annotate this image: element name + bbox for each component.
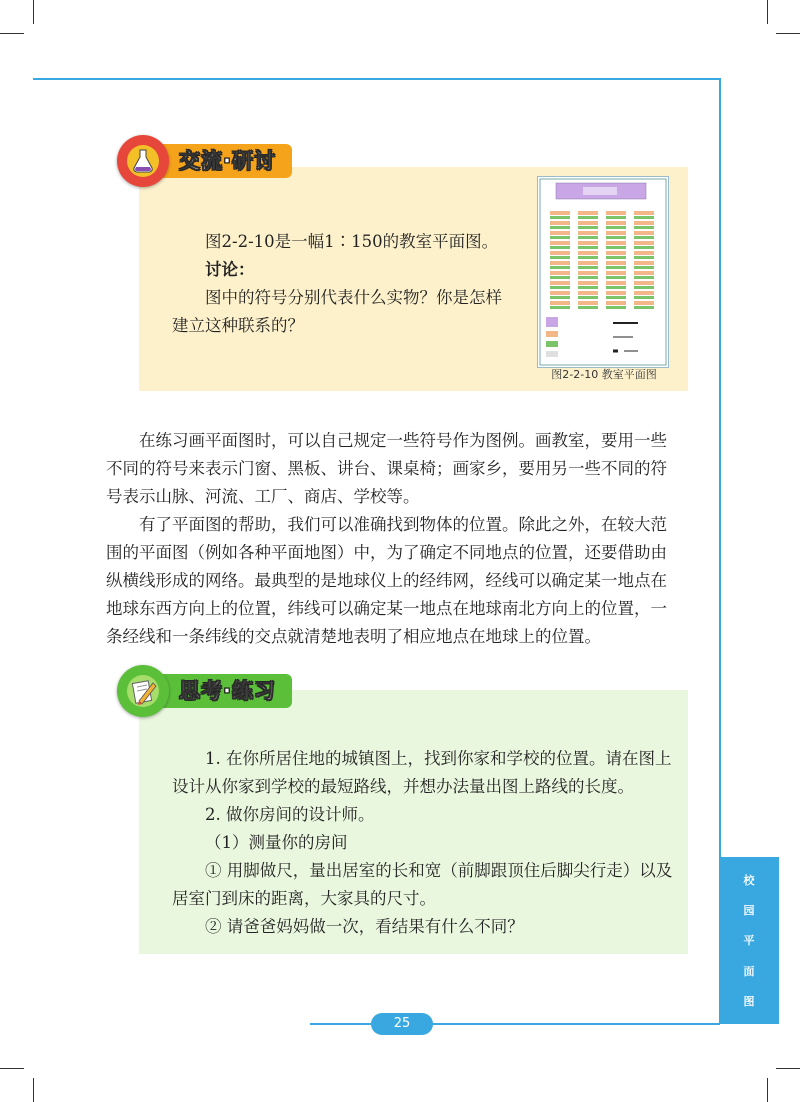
chair bbox=[634, 226, 654, 229]
discussion-header bbox=[117, 138, 292, 184]
side-tab-char: 园 bbox=[743, 904, 755, 918]
chair bbox=[550, 296, 570, 299]
chair bbox=[606, 266, 626, 269]
desk bbox=[606, 221, 626, 225]
desk bbox=[550, 281, 570, 285]
chair bbox=[634, 216, 654, 219]
desk bbox=[634, 211, 654, 215]
chair bbox=[550, 226, 570, 229]
chair bbox=[634, 246, 654, 249]
chair bbox=[578, 296, 598, 299]
chair bbox=[606, 306, 626, 309]
side-tab-char: 面 bbox=[743, 964, 755, 978]
desk bbox=[578, 211, 598, 215]
exercise-line-5: ① 用脚做尺，量出居室的长和宽（前脚跟顶住后脚尖行走）以及 bbox=[205, 861, 673, 880]
desk bbox=[550, 291, 570, 295]
side-tab-char: 图 bbox=[743, 994, 755, 1008]
desk bbox=[606, 271, 626, 275]
chair bbox=[606, 286, 626, 289]
chair bbox=[634, 306, 654, 309]
desk bbox=[550, 211, 570, 215]
exercise-line-7: ② 请爸爸妈妈做一次，看结果有什么不同？ bbox=[205, 917, 524, 936]
desk bbox=[578, 261, 598, 265]
side-tab-char: 平 bbox=[743, 934, 755, 948]
chair bbox=[606, 226, 626, 229]
desk bbox=[550, 301, 570, 305]
chair bbox=[578, 306, 598, 309]
chair bbox=[550, 246, 570, 249]
desk bbox=[606, 251, 626, 255]
exercise-line-2: 设计从你家到学校的最短路线，并想办法量出图上路线的长度。 bbox=[172, 777, 634, 796]
desk bbox=[550, 261, 570, 265]
flask-icon bbox=[117, 135, 169, 187]
chair bbox=[634, 296, 654, 299]
desk bbox=[634, 281, 654, 285]
body-line-2: 不同的符号来表示门窗、黑板、讲台、课桌椅；画家乡，要用另一些不同的符 bbox=[106, 459, 667, 478]
chair bbox=[578, 276, 598, 279]
crop-mark bbox=[33, 1078, 34, 1102]
chair bbox=[634, 266, 654, 269]
chair bbox=[550, 286, 570, 289]
chair bbox=[550, 306, 570, 309]
crop-mark bbox=[776, 1068, 800, 1069]
exercise-line-1: 1. 在你所居住地的城镇图上，找到你家和学校的位置。请在图上 bbox=[205, 749, 672, 768]
exercise-line-3: 2. 做你房间的设计师。 bbox=[205, 805, 375, 824]
desk bbox=[606, 211, 626, 215]
desk bbox=[578, 271, 598, 275]
desk bbox=[634, 221, 654, 225]
desk bbox=[550, 241, 570, 245]
desk bbox=[634, 241, 654, 245]
body-line-4: 有了平面图的帮助，我们可以准确找到物体的位置。除此之外，在较大范 bbox=[139, 515, 667, 534]
exercise-header bbox=[117, 668, 292, 714]
desk bbox=[578, 291, 598, 295]
crop-mark bbox=[0, 33, 24, 34]
desk bbox=[634, 291, 654, 295]
body-line-1: 在练习画平面图时，可以自己规定一些符号作为图例。画教室，要用一些 bbox=[139, 431, 667, 450]
exercise-header-label: 思考·练习 bbox=[157, 674, 292, 708]
chair bbox=[550, 216, 570, 219]
crop-mark bbox=[767, 1078, 768, 1102]
chapter-side-tab bbox=[719, 857, 779, 1024]
chair bbox=[634, 286, 654, 289]
crop-mark bbox=[33, 0, 34, 24]
crop-mark bbox=[776, 33, 800, 34]
desk bbox=[578, 241, 598, 245]
discussion-prompt: 讨论： bbox=[205, 260, 255, 279]
chair bbox=[606, 276, 626, 279]
desk bbox=[578, 301, 598, 305]
crop-mark bbox=[767, 0, 768, 24]
chair bbox=[606, 296, 626, 299]
crop-mark bbox=[0, 1068, 24, 1069]
exercise-line-4: （1）测量你的房间 bbox=[205, 833, 348, 852]
desk bbox=[634, 261, 654, 265]
chair bbox=[550, 256, 570, 259]
desk bbox=[550, 271, 570, 275]
chair bbox=[578, 266, 598, 269]
desk bbox=[606, 291, 626, 295]
desk bbox=[606, 261, 626, 265]
desk bbox=[634, 301, 654, 305]
chair bbox=[606, 216, 626, 219]
body-line-7: 地球东西方向上的位置，纬线可以确定某一地点在地球南北方向上的位置，一 bbox=[106, 599, 667, 618]
page-number: 25 bbox=[371, 1013, 433, 1035]
chair bbox=[578, 246, 598, 249]
chair bbox=[578, 256, 598, 259]
discussion-line-1: 图2-2-10是一幅1∶150的教室平面图。 bbox=[205, 232, 499, 251]
chair bbox=[550, 236, 570, 239]
chair bbox=[578, 226, 598, 229]
page-frame-top bbox=[33, 78, 721, 80]
chair bbox=[634, 256, 654, 259]
chair bbox=[634, 236, 654, 239]
desk bbox=[606, 281, 626, 285]
desk bbox=[578, 281, 598, 285]
desk bbox=[550, 221, 570, 225]
desk bbox=[634, 271, 654, 275]
chair bbox=[578, 216, 598, 219]
chair bbox=[606, 256, 626, 259]
page-frame-right bbox=[719, 78, 721, 858]
chair bbox=[578, 286, 598, 289]
desk bbox=[634, 251, 654, 255]
desk bbox=[606, 301, 626, 305]
chair bbox=[606, 246, 626, 249]
body-line-5: 围的平面图（例如各种平面地图）中，为了确定不同地点的位置，还要借助由 bbox=[106, 543, 667, 562]
discussion-line-4: 建立这种联系的？ bbox=[172, 316, 304, 335]
discussion-line-3: 图中的符号分别代表什么实物？你是怎样 bbox=[205, 288, 502, 307]
chair bbox=[606, 236, 626, 239]
body-line-3: 号表示山脉、河流、工厂、商店、学校等。 bbox=[106, 487, 420, 506]
desk bbox=[578, 231, 598, 235]
pencil-note-icon bbox=[117, 665, 169, 717]
desk bbox=[634, 231, 654, 235]
exercise-line-6: 居室门到床的距离，大家具的尺寸。 bbox=[172, 889, 436, 908]
desk bbox=[578, 221, 598, 225]
chair bbox=[550, 266, 570, 269]
classroom-floor-plan bbox=[537, 176, 669, 368]
side-tab-char: 校 bbox=[743, 874, 755, 888]
desk bbox=[550, 251, 570, 255]
figure-caption: 图2-2-10 教室平面图 bbox=[551, 368, 657, 381]
chair bbox=[550, 276, 570, 279]
desk bbox=[606, 231, 626, 235]
discussion-header-label: 交流·研讨 bbox=[157, 144, 292, 178]
desk bbox=[578, 251, 598, 255]
desk bbox=[550, 231, 570, 235]
desk bbox=[606, 241, 626, 245]
body-line-6: 纵横线形成的网络。最典型的是地球仪上的经纬网，经线可以确定某一地点在 bbox=[106, 571, 667, 590]
body-line-8: 条经线和一条纬线的交点就清楚地表明了相应地点在地球上的位置。 bbox=[106, 627, 601, 646]
chair bbox=[578, 236, 598, 239]
chair bbox=[634, 276, 654, 279]
